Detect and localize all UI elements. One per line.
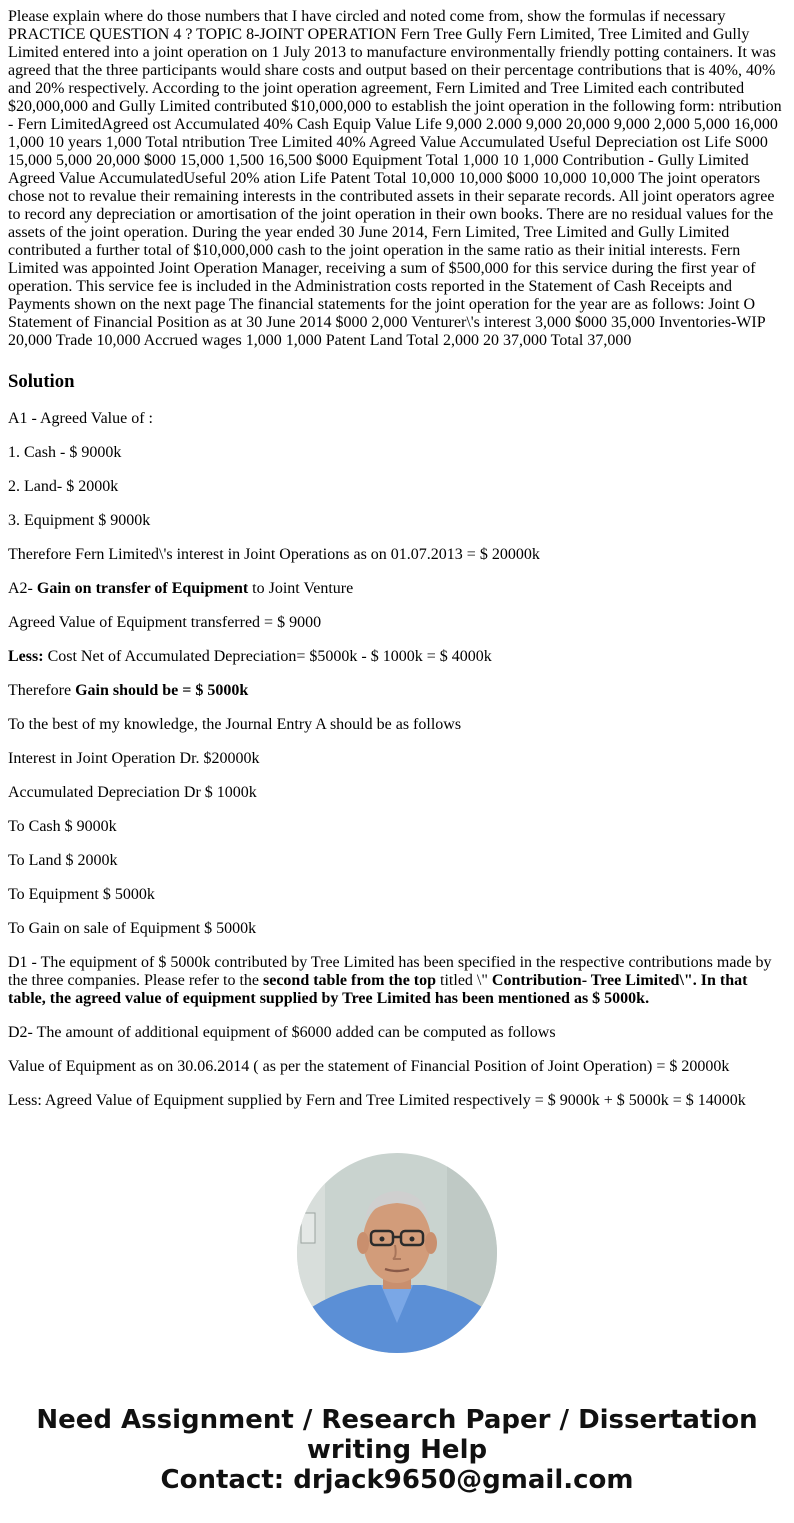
- a1-interest: Therefore Fern Limited\'s interest in Joint Operations as on 01.07.2013 = $ 20000k: [8, 546, 540, 563]
- d2-paragraph: D2- The amount of additional equipment of $6000 added can be computed as follows: [8, 1024, 556, 1041]
- agreed-value-equipment: Agreed Value of Equipment transferred = $ 9000: [8, 614, 322, 631]
- gain-value: Gain should be = $ 5000k: [75, 682, 249, 699]
- journal-line: Interest in Joint Operation Dr. $20000k: [8, 750, 260, 767]
- less-cost-net: [8, 648, 786, 666]
- a1-title: A1 - Agreed Value of :: [8, 410, 153, 427]
- d1-mid: titled \": [436, 972, 492, 989]
- value-equipment: Value of Equipment as on 30.06.2014 ( as per the statement of Financial Position of Joint Operation) = $ 20000k: [8, 1058, 730, 1075]
- therefore-prefix: Therefore: [8, 682, 76, 699]
- d1-paragraph: [8, 954, 786, 1008]
- footer-line-1: Need Assignment / Research Paper / Dissertation: [36, 1405, 758, 1435]
- avatar-portrait-icon: [297, 1153, 497, 1353]
- d1-bold-table: second table from the top: [263, 972, 437, 989]
- a2-prefix: A2-: [8, 580, 37, 597]
- solution-heading: Solution: [8, 371, 75, 392]
- question-text: Please explain where do those numbers that I have circled and noted come from, show the formulas if necessary PRACTICE QUESTION 4 ? TOPIC 8-JOINT OPERATION Fern Tree Gully Fern Limited, Tree Limited and Gully Limited entered into a joint operation on 1 July 2013 to manufacture environmentally friendly potting containers. It was agreed that the three participants would share costs and output based on their percentage contributions that is 40%, 40% and 20% respectively. According to the joint operation agreement, Fern Limited and Tree Limited each contributed $20,000,000 and Gully Limited contributed $10,000,000 to establish the joint operation in the following form: ntribution - Fern LimitedAgreed ost Accumulated 40% Cash Equip Value Life 9,000 2.000 9,000 20,000 9,000 2,000 5,000 16,000 1,000 10 years 1,000 Total ntribution Tree Limited 40% Agreed Value Accumulated Useful Depreciation ost Life S000 15,000 5,000 20,000 $000 15,000 1,500 16,500 $000 Equipment Total 1,000 10 1,000 Contribution - Gully Limited Agreed Value AccumulatedUseful 20% ation Life Patent Total 10,000 10,000 $000 10,000 10,000 The joint operators chose not to revalue their remaining interests in the contributed assets in their separate records. All joint operators agree to record any depreciation or amortisation of the joint operation in their own books. There are no residual values for the assets of the joint operation. During the year ended 30 June 2014, Fern Limited, Tree Limited and Gully Limited contributed a further total of $10,000,000 cash to the joint operation in the same ratio as their initial interests. Fern Limited was appointed Joint Operation Manager, receiving a sum of $500,000 for this service during the first year of operation. This service fee is included in the Administration costs reported in the Statement of Cash Receipts and Payments shown on the next page The financial statements for the joint operation for the year are as follows: Joint O Statement of Financial Position as at 30 June 2014 $000 2,000 Venturer\'s interest 3,000 $000 35,000 Inventories-WIP 20,000 Trade 10,000 Accrued wages 1,000 1,000 Patent Land Total 2,000 20 37,000 Total 37,000: [8, 8, 782, 349]
- footer-contact: Contact: drjack9650@gmail.com: [160, 1465, 634, 1495]
- less-label: Less:: [8, 648, 44, 665]
- journal-line: Accumulated Depreciation Dr $ 1000k: [8, 784, 257, 801]
- a1-cash: 1. Cash - $ 9000k: [8, 444, 122, 461]
- a2-heading: [8, 580, 786, 598]
- footer-line-2: writing Help: [306, 1435, 488, 1465]
- journal-line: To Equipment $ 5000k: [8, 886, 155, 903]
- a2-suffix: to Joint Venture: [248, 580, 354, 597]
- journal-line: To Cash $ 9000k: [8, 818, 117, 835]
- a1-equipment: 3. Equipment $ 9000k: [8, 512, 151, 529]
- gain-result: [8, 682, 786, 700]
- journal-intro: To the best of my knowledge, the Journal Entry A should be as follows: [8, 716, 462, 733]
- a2-bold: Gain on transfer of Equipment: [36, 580, 249, 597]
- footer-banner: [0, 1405, 794, 1495]
- d1-text: D1 - The equipment of $ 5000k contributed by Tree Limited has been specified in the respective contributions made by the three companies. Please refer to the: [8, 954, 772, 989]
- d1-bold-contribution: Contribution- Tree Limited\". In that table, the agreed value of equipment supplied by Tree Limited has been mentioned as $ 5000k.: [8, 972, 748, 1007]
- a1-land: 2. Land- $ 2000k: [8, 478, 119, 495]
- less-agreed-value: Less: Agreed Value of Equipment supplied by Fern and Tree Limited respectively = $ 9000k + $ 5000k = $ 14000k: [8, 1092, 746, 1109]
- journal-line: To Land $ 2000k: [8, 852, 118, 869]
- avatar: [297, 1153, 497, 1353]
- journal-line: To Gain on sale of Equipment $ 5000k: [8, 920, 257, 937]
- less-text: Cost Net of Accumulated Depreciation= $5000k - $ 1000k = $ 4000k: [43, 648, 492, 665]
